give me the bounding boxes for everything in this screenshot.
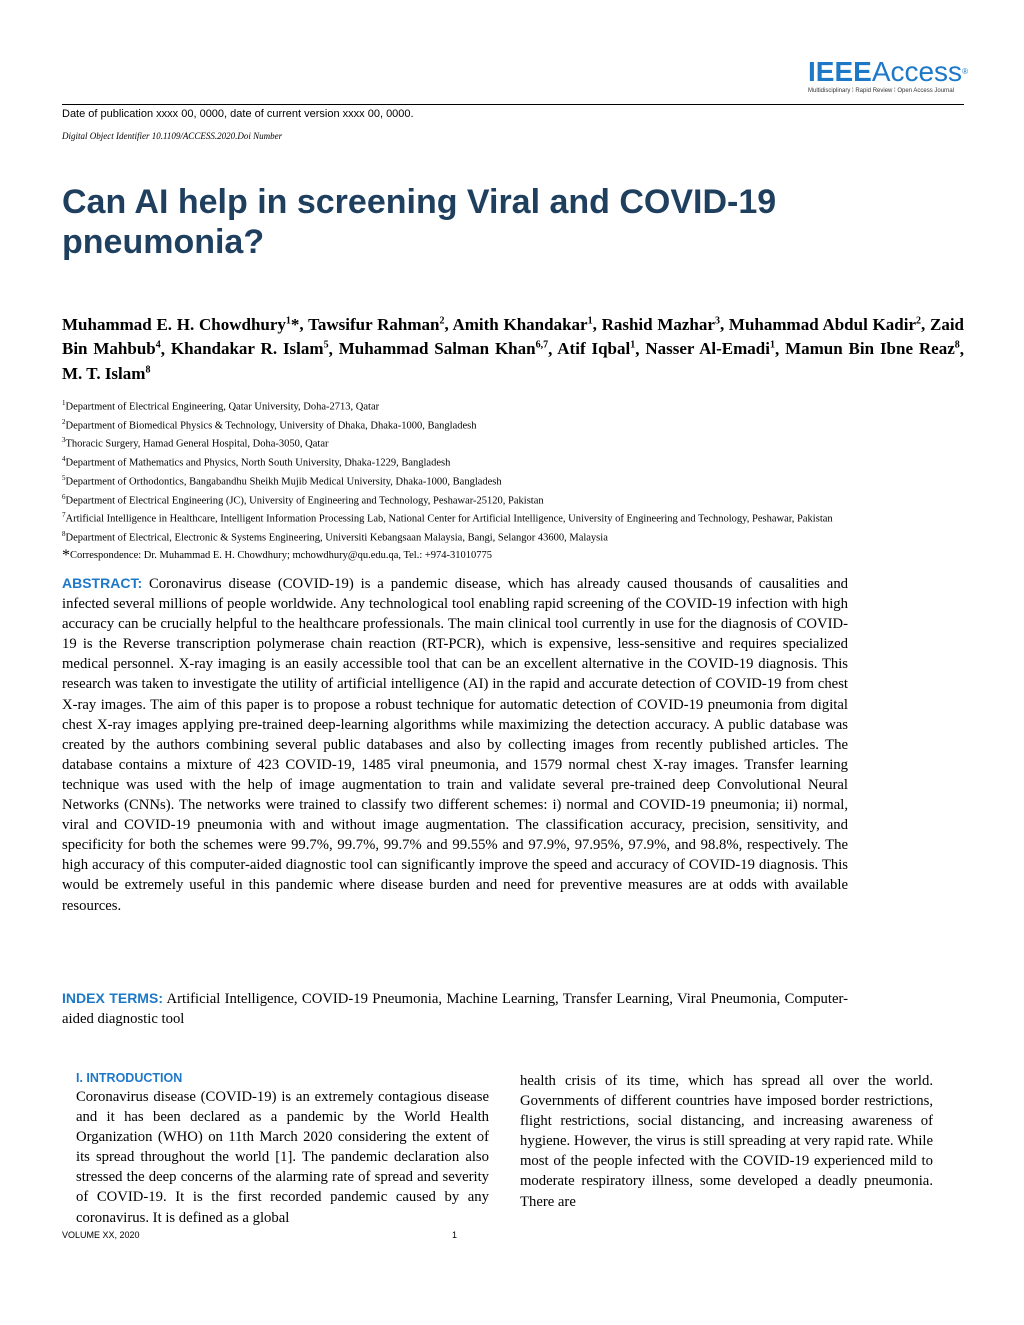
- author-name: Muhammad E. H. Chowdhury$^1$*: [62, 314, 300, 334]
- author-affiliation-number: 3: [714, 315, 720, 326]
- index-terms: [62, 988, 848, 1029]
- author-name: Mamun Bin Ibne Reaz$^8$: [785, 339, 960, 359]
- abstract-text: Coronavirus disease (COVID-19) is a pandemic disease, which has already caused thousands of causalities and infected several millions of people worldwide. Any technological tool enabling rapid screening of the COVID-19 infection with high accuracy can be crucially helpful to the healthcare professionals. The main clinical tool currently in use for the diagnosis of COVID-19 is the Reverse transcription polymerase chain reaction (RT-PCR), which is expensive, less-sensitive and requires specialized medical personnel. X-ray imaging is an easily accessible tool that can be an excellent alternative in the COVID-19 diagnosis. This research was taken to investigate the utility of artificial intelligence (AI) in the rapid and accurate detection of COVID-19 from chest X-ray images. The aim of this paper is to propose a robust technique for automatic detection of COVID-19 pneumonia from digital chest X-ray images applying pre-trained deep-learning algorithms while maximizing the detection accuracy. A public database was created by the authors combining several public databases and also by collecting images from recently published articles. The database contains a mixture of 423 COVID-19, 1485 viral pneumonia, and 1579 normal chest X-ray images. Transfer learning technique was used with the help of image augmentation to train and validate several pre-trained deep Convolutional Neural Networks (CNNs). The networks were trained to classify two different schemes: i) normal and COVID-19 pneumonia; ii) normal, viral and COVID-19 pneumonia with and without image augmentation. The classification accuracy, precision, sensitivity, and specificity for both the schemes were 99.7%, 99.7%, 99.7% and 99.55% and 97.9%, 97.95%, 97.9%, and 98.8%, respectively. The high accuracy of this computer-aided diagnostic tool can significantly improve the speed and accuracy of COVID-19 diagnosis. This would be extremely useful in this pandemic where disease burden and need for preventive measures are at odds with available resources.: [62, 576, 849, 914]
- affiliation-number: 6: [62, 492, 66, 501]
- footer-volume: VOLUME XX, 2020: [62, 1230, 140, 1240]
- affiliation-line: $^4$Department of Mathematics and Physics, North South University, Dhaka-1229, Bangladesh: [62, 455, 451, 469]
- author-affiliation-number: 2: [916, 315, 921, 326]
- author-name: Tawsifur Rahman$^2$: [308, 314, 445, 334]
- affiliation-line: $^2$Department of Biomedical Physics & Technology, University of Dhaka, Dhaka-1000, Bangladesh: [62, 417, 477, 432]
- author-affiliation-number: 5: [323, 339, 329, 351]
- affiliation-line: $^7$Artificial Intelligence in Healthcare, Intelligent Information Processing Lab, National Center for Artificial Intelligence, University of Engineering and Technology, Peshawar, Pakistan: [62, 511, 833, 525]
- author-name: Atif Iqbal$^1$: [557, 339, 636, 359]
- correspondence-mark: *: [62, 546, 70, 564]
- footer-page-number: 1: [452, 1230, 458, 1240]
- author-name: Zaid Bin Mahbub$^4$: [62, 314, 965, 359]
- correspondence-text: Correspondence: Dr. Muhammad E. H. Chowdhury; mchowdhury@qu.edu.qa, Tel.: +974-31010775: [70, 549, 493, 561]
- author-affiliation-number: 1: [587, 315, 593, 326]
- introduction-column-1: Coronavirus disease (COVID-19) is an extremely contagious disease and it has been declared as a pandemic by the World Health Organization (WHO) on 11th March 2020 considering the extent of its spread throughout the world [1]. The pandemic declaration also stressed the deep concerns of the alarming rate of spread and severity of COVID-19. It is the first recorded pandemic caused by any coronavirus. It is defined as a global: [76, 1089, 489, 1226]
- author-name: Amith Khandakar$^1$: [452, 314, 593, 334]
- publication-date: Date of publication xxxx 00, 0000, date of current version xxxx 00, 0000.: [62, 108, 414, 120]
- author-affiliation-number: 1: [630, 339, 636, 351]
- author-list: Muhammad E. H. Chowdhury$^1$*, Tawsifur Rahman$^2$, Amith Khandakar$^1$, Rashid Mazhar$^3$, Muhammad Abdul Kadir$^2$, Zaid Bin Mahbub$^4$, Khandakar R. Islam$^5$, Muhammad Salman Khan$^{6,7}$, Atif Iqbal$^1$, Nasser Al-Emadi$^1$, Mamun Bin Ibne Reaz$^8$, M. T. Islam$^8$: [62, 314, 965, 383]
- author-affiliation-number: 4: [155, 339, 161, 351]
- affiliation-number: 7: [62, 511, 66, 520]
- author-name: M. T. Islam$^8$: [62, 363, 151, 383]
- author-name: Muhammad Abdul Kadir$^2$: [728, 314, 921, 334]
- author-name: Nasser Al-Emadi$^1$: [645, 339, 775, 359]
- section-heading-introduction: I. INTRODUCTION: [76, 1071, 183, 1085]
- introduction-column-2: health crisis of its time, which has spread all over the world. Governments of different countries have imposed border restrictions, flight restrictions, social distancing, and increasing awareness of hygiene. However, the virus is still spreading at very rapid rate. While most of the people infected with the COVID-19 experienced mild to moderate respiratory illness, some developed a deadly pneumonia. There are: [520, 1073, 933, 1210]
- author-affiliation-number: 1: [769, 339, 775, 351]
- affiliation-line: $^6$Department of Electrical Engineering (JC), University of Engineering and Technology, Peshawar-25120, Pakistan: [62, 492, 544, 507]
- index-terms-label: INDEX TERMS: [62, 990, 159, 1006]
- affiliation-number: 5: [62, 473, 66, 482]
- index-terms-text: Artificial Intelligence, COVID-19 Pneumonia, Machine Learning, Transfer Learning, Viral Pneumonia, Computer-aided diagnostic tool: [62, 991, 848, 1028]
- author-name: Rashid Mazhar$^3$: [601, 314, 720, 334]
- logo-access: Access: [871, 56, 963, 87]
- header-rule: [62, 104, 964, 105]
- affiliations: [62, 396, 964, 563]
- author-name: Khandakar R. Islam$^5$: [170, 339, 329, 359]
- affiliation-number: 4: [62, 455, 66, 464]
- affiliation-line: $^5$Department of Orthodontics, Bangabandhu Sheikh Mujib Medical University, Dhaka-1000, Bangladesh: [62, 473, 502, 488]
- journal-logo: IEEEAccess® Multidisciplinary ⁞ Rapid Review ⁞ Open Access Journal: [808, 56, 968, 94]
- correspondence: [62, 548, 964, 563]
- affiliation-line: $^1$Department of Electrical Engineering, Qatar University, Doha-2713, Qatar: [62, 399, 380, 413]
- affiliation-line: $^8$Department of Electrical, Electronic & Systems Engineering, Universiti Kebangsaan Malaysia, Bangi, Selangor 43600, Malaysia: [62, 529, 608, 544]
- corresponding-author-mark: *: [290, 314, 300, 334]
- author-name: Muhammad Salman Khan$^{6,7}$: [338, 339, 549, 359]
- index-terms-colon: :: [158, 990, 163, 1006]
- affiliation-number: 2: [62, 417, 66, 426]
- affiliation-number: 8: [62, 529, 66, 538]
- logo-ieee: IEEE: [808, 56, 872, 87]
- author-affiliation-number: 8: [954, 339, 960, 351]
- affiliation-number: 3: [62, 436, 66, 445]
- abstract: [62, 573, 848, 916]
- author-affiliation-number: 8: [145, 364, 151, 376]
- affiliation-number: 1: [62, 399, 66, 407]
- author-affiliation-number: 1: [285, 315, 291, 326]
- abstract-label: ABSTRACT:: [62, 575, 143, 591]
- paper-title: Can AI help in screening Viral and COVID-19 pneumonia?: [62, 183, 777, 261]
- logo-tagline: Multidisciplinary ⁞ Rapid Review ⁞ Open Access Journal: [808, 88, 955, 94]
- author-affiliation-number: 6,7: [535, 339, 549, 351]
- doi-line: Digital Object Identifier 10.1109/ACCESS.2020.Doi Number: [62, 131, 283, 141]
- author-affiliation-number: 2: [439, 315, 445, 326]
- affiliation-line: $^3$Thoracic Surgery, Hamad General Hospital, Doha-3050, Qatar: [62, 436, 329, 450]
